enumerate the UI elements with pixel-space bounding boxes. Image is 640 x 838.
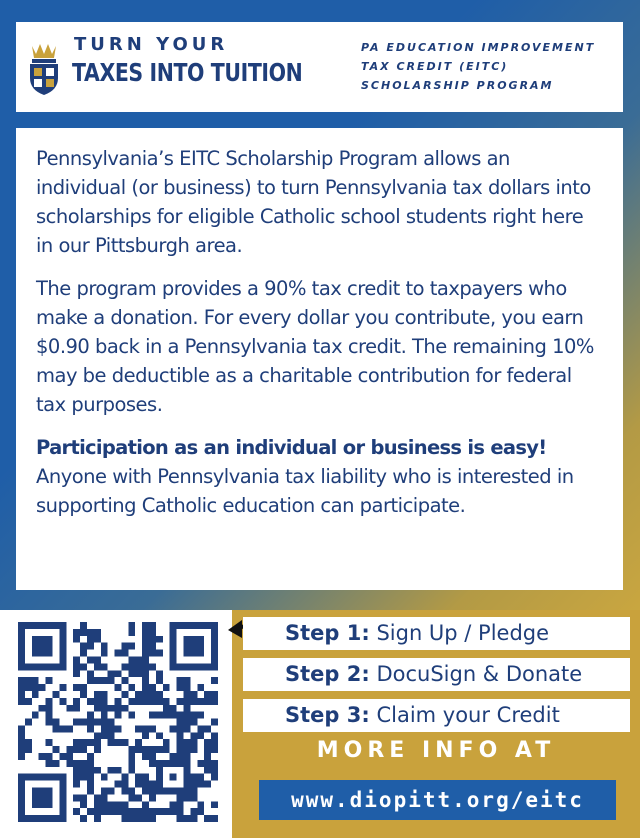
step-text: Sign Up / Pledge [376,621,550,645]
program-line: TAX CREDIT (EITC) [361,60,509,73]
participation-heading: Participation as an individual or business is easy! [36,436,547,459]
program-name [361,38,595,95]
body-text [16,128,623,590]
diocese-crest-icon [26,40,62,96]
header [16,22,623,112]
program-line: SCHOLARSHIP PROGRAM [361,79,554,92]
title-main: TAXES INTO TUITION [72,58,303,87]
participation-text: Anyone with Pennsylvania tax liability who is interested in supporting Catholic education can participate. [36,465,574,517]
step-label: Step 3: [285,703,370,727]
paragraph-participation [36,433,603,520]
step-label: Step 1: [285,621,370,645]
website-link[interactable]: www.diopitt.org/eitc [259,780,616,820]
step-text: DocuSign & Donate [376,662,583,686]
more-info-heading: MORE INFO AT [316,738,556,763]
step-docusign [243,658,630,691]
step-claim-credit [243,699,630,732]
step-text: Claim your Credit [376,703,560,727]
program-line: PA EDUCATION IMPROVEMENT [361,41,596,54]
step-sign-up [243,617,630,650]
qr-code[interactable] [18,622,218,822]
title-small: TURN YOUR [74,34,229,55]
step-label: Step 2: [285,662,370,686]
paragraph-program: Pennsylvania’s EITC Scholarship Program allows an individual (or business) to turn Pennsylvania tax dollars into scholarships for eligible Catholic school students right here in our Pittsburgh area. [36,147,591,257]
paragraph-credit: The program provides a 90% tax credit to taxpayers who make a donation. For every dollar you contribute, you earn $0.90 back in a Pennsylvania tax credit. The remaining 10% may be deductible as a charitable contribution for federal tax purposes. [36,277,594,416]
